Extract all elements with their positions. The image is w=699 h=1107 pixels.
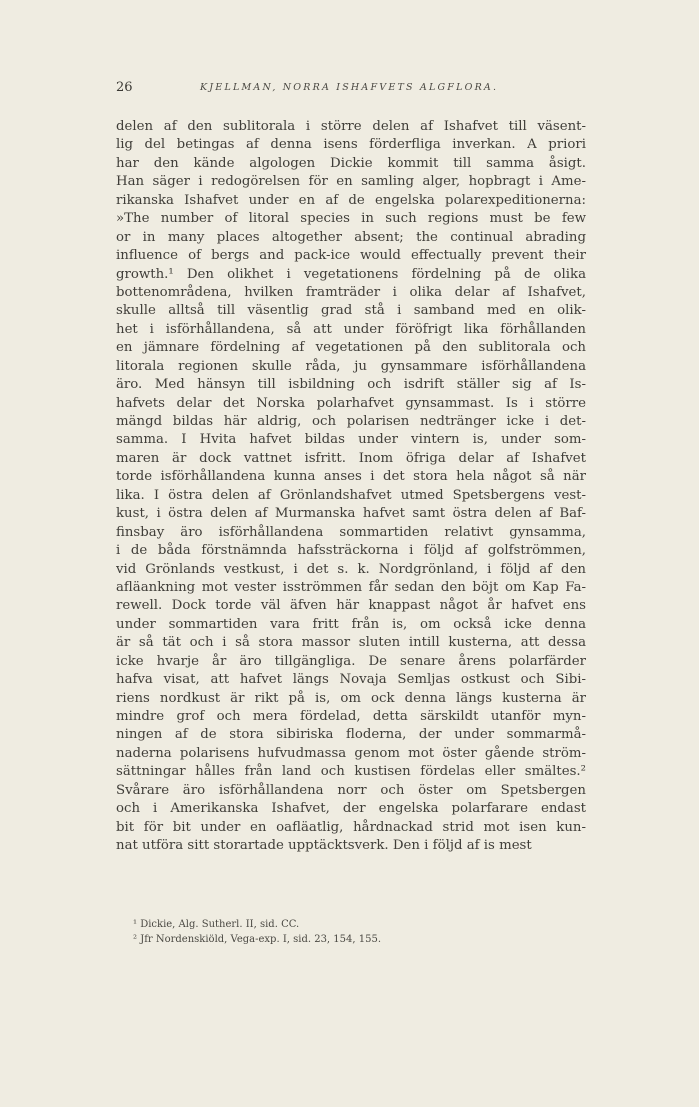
text-line: growth.¹ Den olikhet i vegetationens fördelning på de olika [116, 266, 586, 282]
text-line: har den kände algologen Dickie kommit till samma åsigt. [116, 155, 586, 171]
text-line: maren är dock vattnet isfritt. Inom öfriga delar af Ishafvet [116, 450, 586, 466]
text-line: en jämnare fördelning af vegetationen på den sublitorala och [116, 340, 586, 356]
text-line: lig del betingas af denna isens förderfliga inverkan. A priori [116, 137, 586, 153]
text-line: äro. Med hänsyn till isbildning och isdrift ställer sig af Is- [116, 377, 586, 393]
text-line: het i isförhållandena, så att under föröfrigt lika förhållanden [116, 321, 586, 337]
text-line: rikanska Ishafvet under en af de engelska polarexpeditionerna: [116, 192, 586, 208]
text-line: afläankning mot vester isströmmen får sedan den böjt om Kap Fa- [116, 579, 586, 595]
text-line: sättningar hålles från land och kustisen fördelas eller smältes.² [116, 764, 586, 780]
text-line: nat utföra sitt storartade upptäcktsverk. Den i följd af is mest [116, 838, 532, 854]
text-line: torde isförhållandena kunna anses i det stora hela något så när [116, 469, 586, 485]
text-line: delen af den sublitorala i större delen af Ishafvet till väsent- [116, 119, 586, 134]
text-line: riens nordkust är rikt på is, om ock denna längs kusterna är [116, 690, 586, 706]
text-line: lika. I östra delen af Grönlandshafvet utmed Spetsbergens vest- [116, 487, 586, 503]
footnote: ² Jfr Nordenskiöld, Vega-exp. I, sid. 23, 154, 155. [133, 934, 382, 945]
text-line: mängd bildas här aldrig, och polarisen nedtränger icke i det- [116, 414, 586, 429]
text-line: samma. I Hvita hafvet bildas under vintern is, under som- [116, 432, 586, 448]
text-line: kust, i östra delen af Murmanska hafvet samt östra delen af Baf- [116, 506, 586, 522]
text-line: »The number of litoral species in such regions must be few [116, 211, 586, 227]
text-line: Svårare äro isförhållandena norr och öster om Spetsbergen [116, 782, 586, 798]
text-line: naderna polarisens hufvudmassa genom mot öster gående ström- [116, 745, 586, 761]
text-line: i de båda förstnämnda hafssträckorna i följd af golfströmmen, [116, 543, 586, 559]
text-line: bit för bit under en oafläatlig, hårdnackad strid mot isen kun- [116, 819, 586, 835]
text-line: hafva visat, att hafvet längs Novaja Semljas ostkust och Sibi- [116, 672, 586, 688]
text-line: rewell. Dock torde väl äfven här knappast något år hafvet ens [116, 598, 586, 614]
running-head: KJELLMAN, NORRA ISHAFVETS ALGFLORA. [200, 82, 499, 93]
text-line: ningen af de stora sibiriska floderna, der under sommarmå- [116, 727, 586, 743]
text-line: är så tät och i så stora massor sluten intill kusterna, att dessa [116, 635, 586, 651]
text-line: litorala regionen skulle råda, ju gynsammare isförhållandena [116, 358, 586, 374]
text-line: bottenområdena, hvilken framträder i olika delar af Ishafvet, [116, 284, 586, 300]
page-number: 26 [116, 80, 133, 95]
text-line: influence of bergs and pack-ice would effectually prevent their [116, 248, 586, 264]
footnote: ¹ Dickie, Alg. Sutherl. II, sid. CC. [133, 919, 300, 930]
body-text [116, 118, 586, 856]
page-header [116, 80, 586, 100]
text-line: vid Grönlands vestkust, i det s. k. Nordgrönland, i följd af den [116, 561, 586, 577]
text-line: hafvets delar det Norska polarhafvet gynsammast. Is i större [116, 395, 586, 411]
text-line: finsbay äro isförhållandena sommartiden relativt gynsamma, [116, 524, 586, 540]
text-line: skulle alltså till väsentlig grad stå i samband med en olik- [116, 303, 586, 319]
text-line: Han säger i redogörelsen för en samling alger, hopbragt i Ame- [116, 174, 586, 190]
text-line: under sommartiden vara fritt från is, om också icke denna [116, 616, 586, 632]
text-line: och i Amerikanska Ishafvet, der engelska polarfarare endast [116, 801, 586, 817]
text-line: or in many places altogether absent; the continual abrading [116, 229, 586, 245]
footnotes [133, 917, 573, 947]
text-line: mindre grof och mera fördelad, detta särskildt utanför myn- [116, 709, 586, 724]
text-line: icke hvarje år äro tillgängliga. De senare årens polarfärder [116, 653, 586, 669]
